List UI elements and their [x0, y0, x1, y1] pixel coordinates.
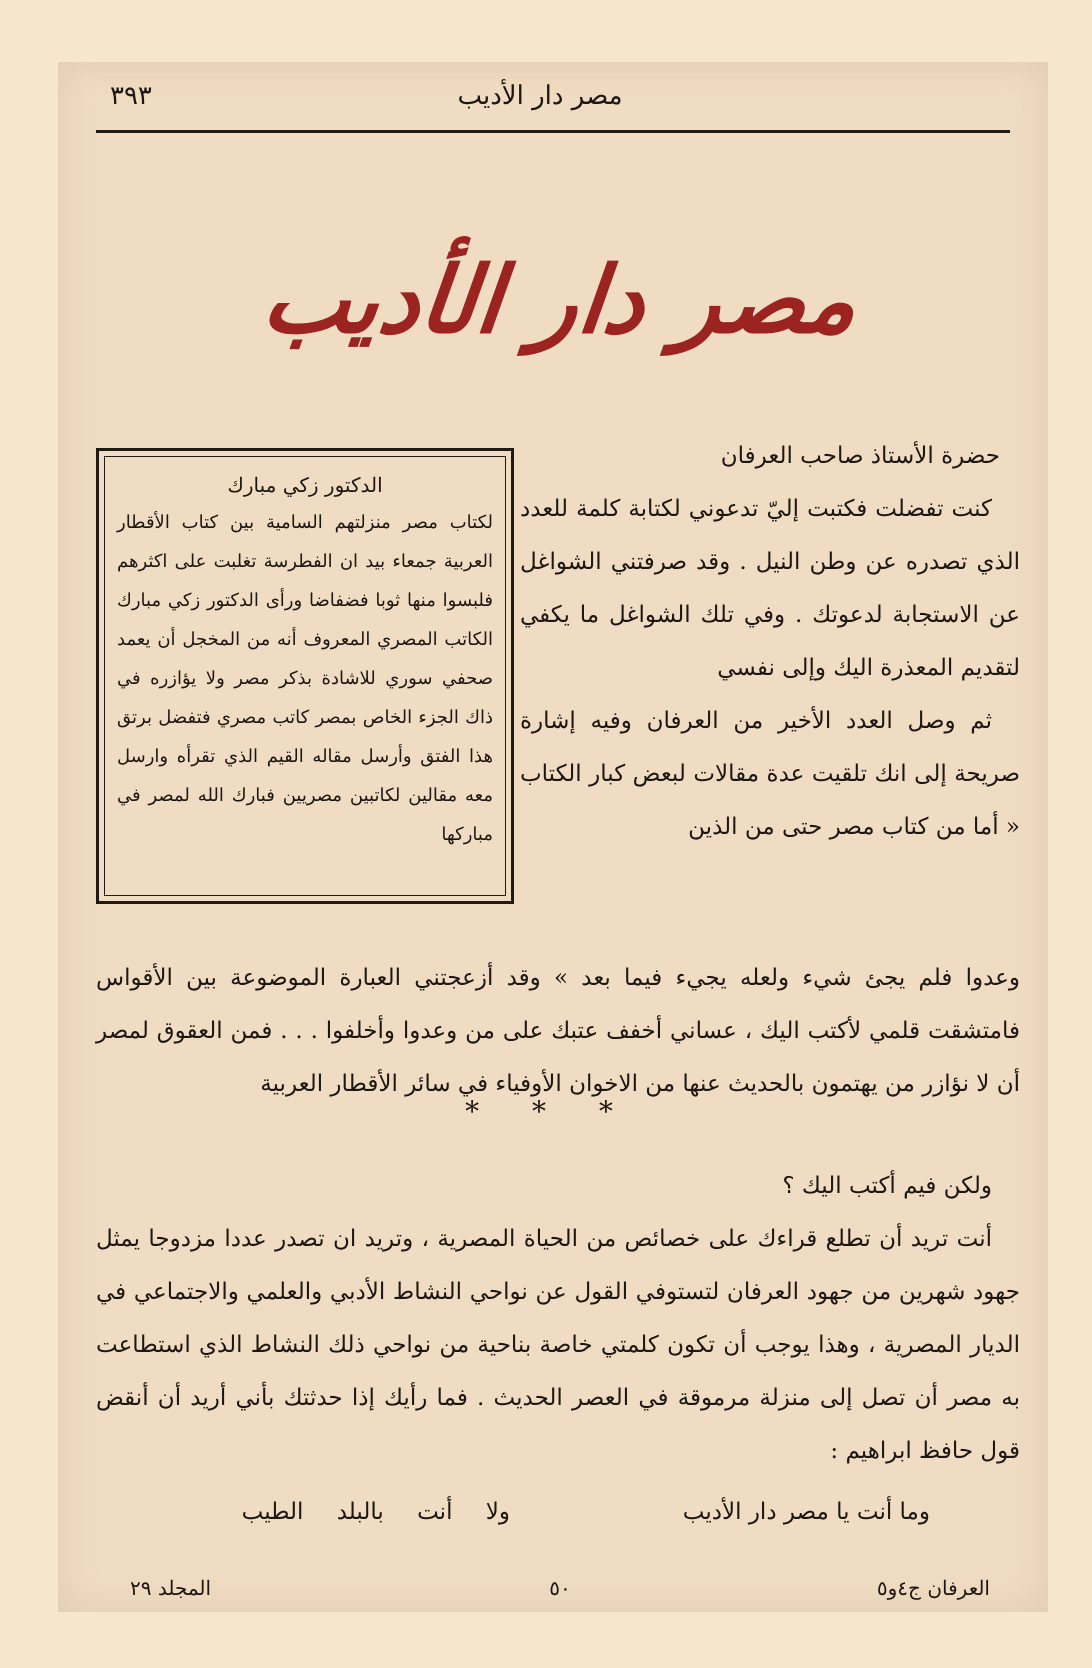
verse-first-hemistich: وما أنت يا مصر دار الأديب: [682, 1499, 930, 1525]
letter-paragraph-1: كنت تفضلت فكتبت إليّ تدعوني لكتابة كلمة للعدد الذي تصدره عن وطن النيل . وقد صرفتني الشواغل عن الاستجابة لدعوتك . وفي تلك الشواغل ما يكفي لتقديم المعذرة اليك وإلى نفسي: [520, 496, 1020, 681]
verse-second-hemistich: ولا أنت بالبلد الطيب: [241, 1499, 510, 1525]
letter-paragraph-2-continued: وعدوا فلم يجئ شيء ولعله يجيء فيما بعد » وقد أزعجتني العبارة الموضوعة بين الأقواس فامتشقت قلمي لأكتب اليك ، عساني أخفف عتبك على من وعدوا وأخلفوا . . . فمن العقوق لمصر أن لا نؤازر من يهتمون بالحديث عنها من الاخوان الأوفياء في سائر الأقطار العربية: [96, 965, 1020, 1097]
editor-note-author: الدكتور زكي مبارك: [227, 473, 383, 497]
letter-full-width-1: [96, 952, 1020, 1111]
letter-paragraph-2: ثم وصل العدد الأخير من العرفان وفيه إشارة صريحة إلى انك تلقيت عدة مقالات لبعض كبار الكتاب « أما من كتاب مصر حتى من الذين: [520, 708, 1020, 840]
footer-volume: المجلد ٢٩: [130, 1576, 212, 1600]
footer-page-number: ٥٠: [549, 1576, 571, 1600]
letter-greeting: حضرة الأستاذ صاحب العرفان: [720, 443, 1000, 469]
editor-note-text: لكتاب مصر منزلتهم السامية بين كتاب الأقطار العربية جمعاء بيد ان الفطرسة تغلبت على اكثرهم فلبسوا منها ثوبا فضفاضا ورأى الدكتور زكي مبارك الكاتب المصري المعروف أنه من المخجل أن يعمد صحفي سوري للاشادة بذكر مصر ولا يؤازره في ذاك الجزء الخاص بمصر كاتب مصري فتفضل برتق هذا الفتق وأرسل مقاله القيم الذي تقرأه وارسل معه مقالين لكاتبين مصريين فبارك الله لمصر في مباركها: [117, 512, 493, 845]
header-rule: [96, 130, 1010, 133]
footer-journal-issue: العرفان ج٤و٥: [876, 1576, 990, 1600]
calligraphic-masthead: مصر دار الأديب: [257, 246, 863, 354]
editor-note-box: [96, 448, 514, 904]
letter-paragraph-3: أنت تريد أن تطلع قراءك على خصائص من الحياة المصرية ، وتريد ان تصدر عددا مزدوجا يمثل جهود شهرين من جهود العرفان لتستوفي القول عن نواحي النشاط الأدبي والعلمي والاجتماعي في الديار المصرية ، وهذا يوجب أن تكون كلمتي خاصة بناحية من نواحي ذلك النشاط الذي استطاعت به مصر أن تصل إلى منزلة مرموقة في العصر الحديث . فما رأيك إذا حدثتك بأني أريد أن أنقض قول حافظ ابراهيم :: [96, 1226, 1020, 1464]
running-header-title: مصر دار الأديب: [457, 81, 623, 111]
letter-full-width-2: [96, 1160, 1020, 1478]
running-header-page-number: ٣٩٣: [110, 81, 152, 111]
editor-note-inner: [104, 456, 506, 896]
letter-question: ولكن فيم أكتب اليك ؟: [782, 1173, 992, 1199]
section-separator: * * *: [465, 1095, 635, 1128]
letter-column: [520, 430, 1020, 854]
